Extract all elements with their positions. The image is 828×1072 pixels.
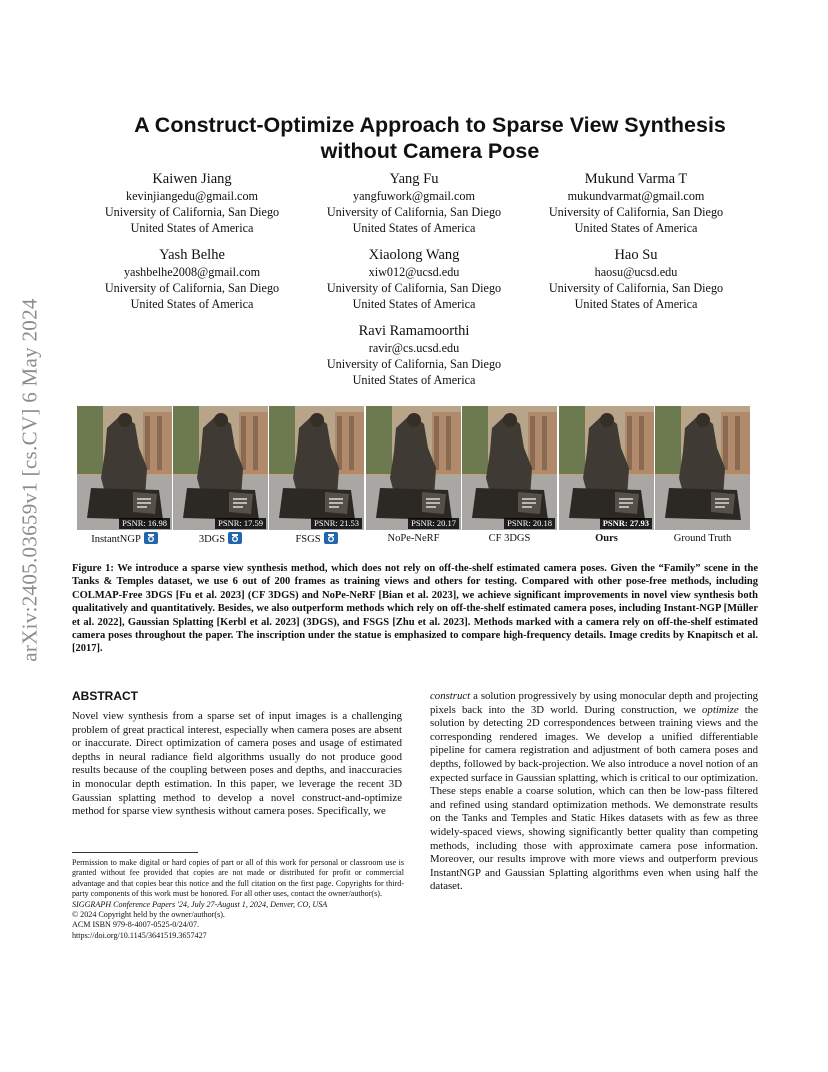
author-block (516, 170, 756, 236)
author-email[interactable]: ravir@cs.ucsd.edu (368, 341, 460, 355)
author-country: United States of America (352, 221, 476, 235)
author-country: United States of America (574, 297, 698, 311)
abstract-right-column: construct a solution progressively by using monocular depth and projecting pixels back into the 3D world. During construction, we optimize the solution by detecting 2D correspondences between training views and the corresponding rendered images. We develop a unified differentiable pipeline for camera registration and adjustment of both camera poses and depths, followed by back-projection. We also introduce a novel notion of an expected surface in Gaussian splatting, which is critical to our optimization. These steps enable a coarse solution, which can then be low-pass filtered and refined using standard optimization methods. We demonstrate results on the Tanks and Temples and Static Hikes datasets with as few as three widely-spaced views, showing significantly better quality than competing methods, including those with approximate camera pose information. Moreover, our results improve with more views and outperform previous InstantNGP and Gaussian Splatting algorithms even when using half the dataset. (430, 690, 759, 893)
author-affiliation: University of California, San Diego (326, 205, 502, 219)
render-image (269, 406, 364, 530)
emphasis-construct: construct (430, 690, 471, 702)
author-name: Xiaolong Wang (368, 247, 460, 263)
render-image (366, 406, 461, 530)
author-country: United States of America (130, 221, 254, 235)
footnote-rule (72, 852, 198, 853)
author-affiliation: University of California, San Diego (104, 281, 280, 295)
footnote (72, 858, 404, 941)
author-email[interactable]: yangfuwork@gmail.com (353, 189, 475, 203)
figure-panel-instantngp (77, 406, 172, 530)
render-image (77, 406, 172, 530)
psnr-label: PSNR: 27.93 (600, 518, 652, 529)
figure-panel-ours (559, 406, 654, 530)
author-email[interactable]: haosu@ucsd.edu (594, 265, 678, 279)
isbn-line: ACM ISBN 979-8-4007-0525-0/24/07. (72, 920, 200, 930)
permission-notice: Permission to make digital or hard copies of part or all of this work for personal or classroom use is granted without fee provided that copies are not made or distributed for profit or commercial advantage and that copies bear this notice and the full citation on the first page. Copyrights for third-party components of this work must be honored. For all other uses, contact the owner/author(s). (72, 858, 404, 899)
author-block (72, 246, 312, 312)
author-block (72, 170, 312, 236)
author-affiliation: University of California, San Diego (326, 357, 502, 371)
figure-panel-fsgs (269, 406, 364, 530)
figure-caption: Figure 1: We introduce a sparse view synthesis method, which does not rely on off-the-shelf estimated camera poses. Given the “Family” scene in the Tanks & Temples dataset, we use 6 out of 200 frames as training views and others for testing. Compared with other pose-free methods, including COLMAP-Free 3DGS [Fu et al. 2023] (CF 3DGS) and NoPe-NeRF [Bian et al. 2023], we achieve significant improvements in novel view synthesis both qualitatively and quantitatively. Besides, we also outperform methods which rely on off-the-shelf estimated camera poses, including Instant-NGP [Müller et al. 2022], Gaussian Splatting [Kerbl et al. 2023] (3DGS), and FSGS [Zhu et al. 2023]. Methods marked with a camera rely on off-the-shelf estimated camera poses throughout the paper. The inscription under the statue is emphasized to compare high-frequency details. Image credits by Knapitsch et al. [2017]. (72, 563, 758, 655)
figure-label: Ours (595, 533, 618, 544)
paper-title (70, 112, 790, 164)
figure-panel-nope-nerf (366, 406, 461, 530)
figure-panel-ground-truth (655, 406, 750, 530)
venue-line: SIGGRAPH Conference Papers '24, July 27-August 1, 2024, Denver, CO, USA (72, 899, 328, 909)
author-email[interactable]: mukundvarmat@gmail.com (567, 189, 705, 203)
camera-icon (144, 532, 158, 544)
author-affiliation: University of California, San Diego (548, 281, 724, 295)
author-country: United States of America (352, 373, 476, 387)
render-image (173, 406, 268, 530)
author-name: Hao Su (614, 247, 658, 263)
emphasis-optimize: optimize (702, 703, 739, 716)
figure-label: Ground Truth (673, 533, 732, 544)
psnr-label: PSNR: 20.17 (408, 518, 459, 529)
title-line-2: without Camera Pose (320, 139, 540, 163)
camera-icon (228, 532, 242, 544)
author-affiliation: University of California, San Diego (548, 205, 724, 219)
author-name: Ravi Ramamoorthi (358, 323, 470, 339)
figure-label: NoPe-NeRF (387, 533, 440, 544)
camera-icon (324, 532, 338, 544)
author-affiliation: University of California, San Diego (326, 281, 502, 295)
author-email[interactable]: kevinjiangedu@gmail.com (125, 189, 259, 203)
author-block (294, 246, 534, 312)
author-name: Yang Fu (389, 171, 439, 187)
figure-label: CF 3DGS (488, 533, 531, 544)
author-block (294, 322, 534, 388)
psnr-label: PSNR: 20.18 (504, 518, 555, 529)
figure-label: FSGS (269, 532, 364, 547)
author-country: United States of America (352, 297, 476, 311)
copyright-line: © 2024 Copyright held by the owner/author(s). (72, 910, 225, 920)
author-block (294, 170, 534, 236)
psnr-label: PSNR: 17.59 (215, 518, 266, 529)
author-name: Yash Belhe (159, 247, 225, 263)
psnr-label: PSNR: 16.98 (119, 518, 170, 529)
figure-panel-3dgs (173, 406, 268, 530)
render-image (559, 406, 654, 530)
render-image (462, 406, 557, 530)
figure-label: 3DGS (173, 532, 268, 547)
author-country: United States of America (130, 297, 254, 311)
render-image (655, 406, 750, 530)
author-email[interactable]: yashbelhe2008@gmail.com (123, 265, 261, 279)
abstract-left-column: Novel view synthesis from a sparse set of input images is a challenging problem of great practical interest, especially when camera poses are absent or inaccurate. Direct optimization of camera poses and usage of estimated depths in neural radiance field algorithms usually do not produce good results because of the coupling between poses and depths, and inaccuracies in monocular depth estimation. In this paper, we leverage the recent 3D Gaussian splatting method to develop a novel construct-and-optimize method for sparse view synthesis without camera poses. Specifically, we (72, 710, 402, 818)
author-block (516, 246, 756, 312)
figure-panel-cf-3dgs (462, 406, 557, 530)
title-line-1: A Construct-Optimize Approach to Sparse View Synthesis (134, 113, 726, 137)
author-affiliation: University of California, San Diego (104, 205, 280, 219)
abstract-heading: ABSTRACT (72, 689, 138, 703)
author-name: Kaiwen Jiang (152, 171, 232, 187)
arxiv-watermark: arXiv:2405.03659v1 [cs.CV] 6 May 2024 (17, 298, 42, 662)
author-email[interactable]: xiw012@ucsd.edu (368, 265, 460, 279)
doi-link[interactable]: https://doi.org/10.1145/3641519.3657427 (72, 930, 207, 940)
author-country: United States of America (574, 221, 698, 235)
psnr-label: PSNR: 21.53 (311, 518, 362, 529)
figure-label: InstantNGP (77, 532, 172, 547)
author-name: Mukund Varma T (584, 171, 688, 187)
